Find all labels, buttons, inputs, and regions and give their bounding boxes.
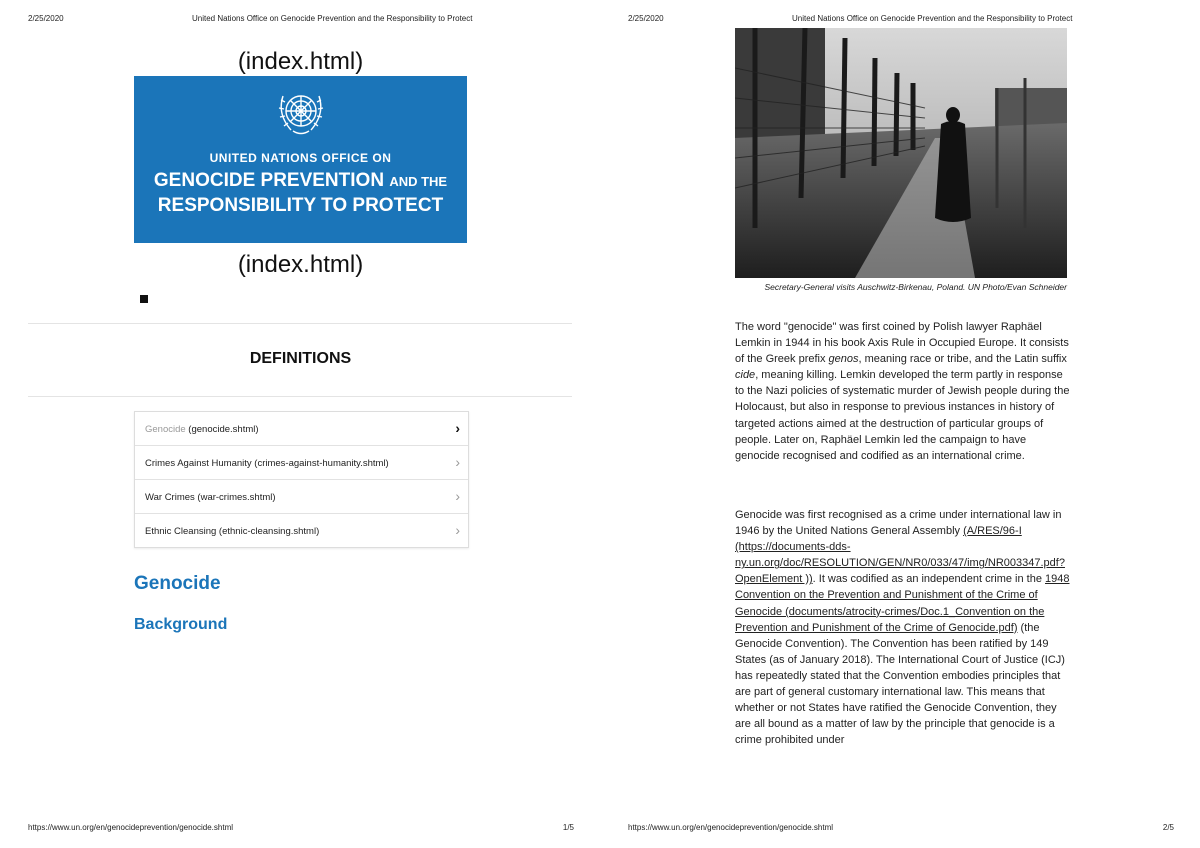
menu-item-genocide[interactable] <box>135 412 468 446</box>
definitions-menu <box>134 411 469 548</box>
print-footer-url: https://www.un.org/en/genocideprevention/genocide.shtml <box>628 823 834 832</box>
banner-line-2 <box>134 170 467 192</box>
un-osapg-logo-banner[interactable] <box>134 76 467 243</box>
chevron-right-icon: › <box>455 420 460 436</box>
divider <box>28 396 572 397</box>
convention-link[interactable]: 1948 Convention on the Prevention and Punishment of the Crime of Genocide (documents/atrocity-crimes/Doc.1_Convention on the Prevention and Punishment of the Crime of Genocide.pdf) <box>735 573 1070 634</box>
chevron-right-icon: › <box>455 522 460 538</box>
banner-and-the: AND THE <box>389 174 448 189</box>
un-emblem-icon <box>271 84 331 144</box>
divider <box>28 323 572 324</box>
menu-item-ethnic-cleansing[interactable] <box>135 514 468 547</box>
menu-item-war-crimes[interactable] <box>135 480 468 514</box>
home-link-bottom[interactable]: (index.html) <box>237 251 364 278</box>
print-page-number: 2/5 <box>1162 823 1174 832</box>
bullet-square-icon <box>140 295 148 303</box>
print-header-title: United Nations Office on Genocide Prevention and the Responsibility to Protect <box>192 14 473 23</box>
auschwitz-photo <box>735 28 1067 278</box>
banner-line-1: UNITED NATIONS OFFICE ON <box>209 151 392 165</box>
definitions-heading: DEFINITIONS <box>249 350 352 367</box>
print-footer-url: https://www.un.org/en/genocideprevention/genocide.shtml <box>28 823 234 832</box>
menu-item-label: War Crimes (war-crimes.shtml) <box>145 492 276 503</box>
resolution-link[interactable]: (A/RES/96-I (https://documents-dds-ny.un.org/doc/RESOLUTION/GEN/NR0/033/47/img/NR003347.pdf?OpenElement )) <box>735 525 1065 586</box>
print-page-number: 1/5 <box>562 823 574 832</box>
genos-term: genos <box>828 353 859 366</box>
paragraph-2: Genocide was first recognised as a crime under international law in 1946 by the United Nations General Assembly (A/RES/96-I (https://documents-dds-ny.un.org/doc/RESOLUTION/GEN/NR0/033/47/img/NR003347.pdf?OpenElement )). It was codified as an independent crime in the 1948 Convention on the Prevention and Punishment of the Crime of Genocide (documents/atrocity-crimes/Doc.1_Convention on the Prevention and Punishment of the Crime of Genocide.pdf) (the Genocide Convention). The Convention has been ratified by 149 States (as of January 2018). The International Court of Justice (ICJ) has repeatedly stated that the Convention embodies principles that are part of general customary international law. This means that whether or not States have ratified the Genocide Convention, they are all bound as a matter of law by the principle that genocide is a crime prohibited under <box>735 509 1070 747</box>
photo-caption: Secretary-General visits Auschwitz-Birkenau, Poland. UN Photo/Evan Schneider <box>764 282 1067 292</box>
chevron-right-icon: › <box>455 454 460 470</box>
menu-item-crimes-against-humanity[interactable] <box>135 446 468 480</box>
menu-item-label: Genocide (genocide.shtml) <box>145 424 259 435</box>
background-heading: Background <box>134 616 228 633</box>
photo-image <box>735 28 1067 278</box>
cide-term: cide <box>735 369 756 382</box>
print-date: 2/25/2020 <box>628 14 664 23</box>
print-header-title: United Nations Office on Genocide Prevention and the Responsibility to Protect <box>792 14 1073 23</box>
home-link-top[interactable]: (index.html) <box>237 48 364 75</box>
menu-item-label: Crimes Against Humanity (crimes-against-humanity.shtml) <box>145 458 389 469</box>
paragraph-1: The word "genocide" was first coined by Polish lawyer Raphäel Lemkin in 1944 in his book Axis Rule in Occupied Europe. It consists of the Greek prefix genos, meaning race or tribe, and the Latin suffix cide, meaning killing. Lemkin developed the term partly in response to the Nazi policies of systematic murder of Jewish people during the Holocaust, but also in response to previous instances in history of targeted actions aimed at the destruction of particular groups of people. Later on, Raphäel Lemkin led the campaign to have genocide recognised and codified as an international crime. <box>735 321 1070 462</box>
banner-line-3: RESPONSIBILITY TO PROTECT <box>157 195 444 216</box>
print-date: 2/25/2020 <box>28 14 64 23</box>
genocide-heading: Genocide <box>134 573 221 594</box>
chevron-right-icon: › <box>455 488 460 504</box>
menu-item-label: Ethnic Cleansing (ethnic-cleansing.shtml) <box>145 526 320 537</box>
banner-genocide-prevention: GENOCIDE PREVENTION <box>153 170 385 191</box>
